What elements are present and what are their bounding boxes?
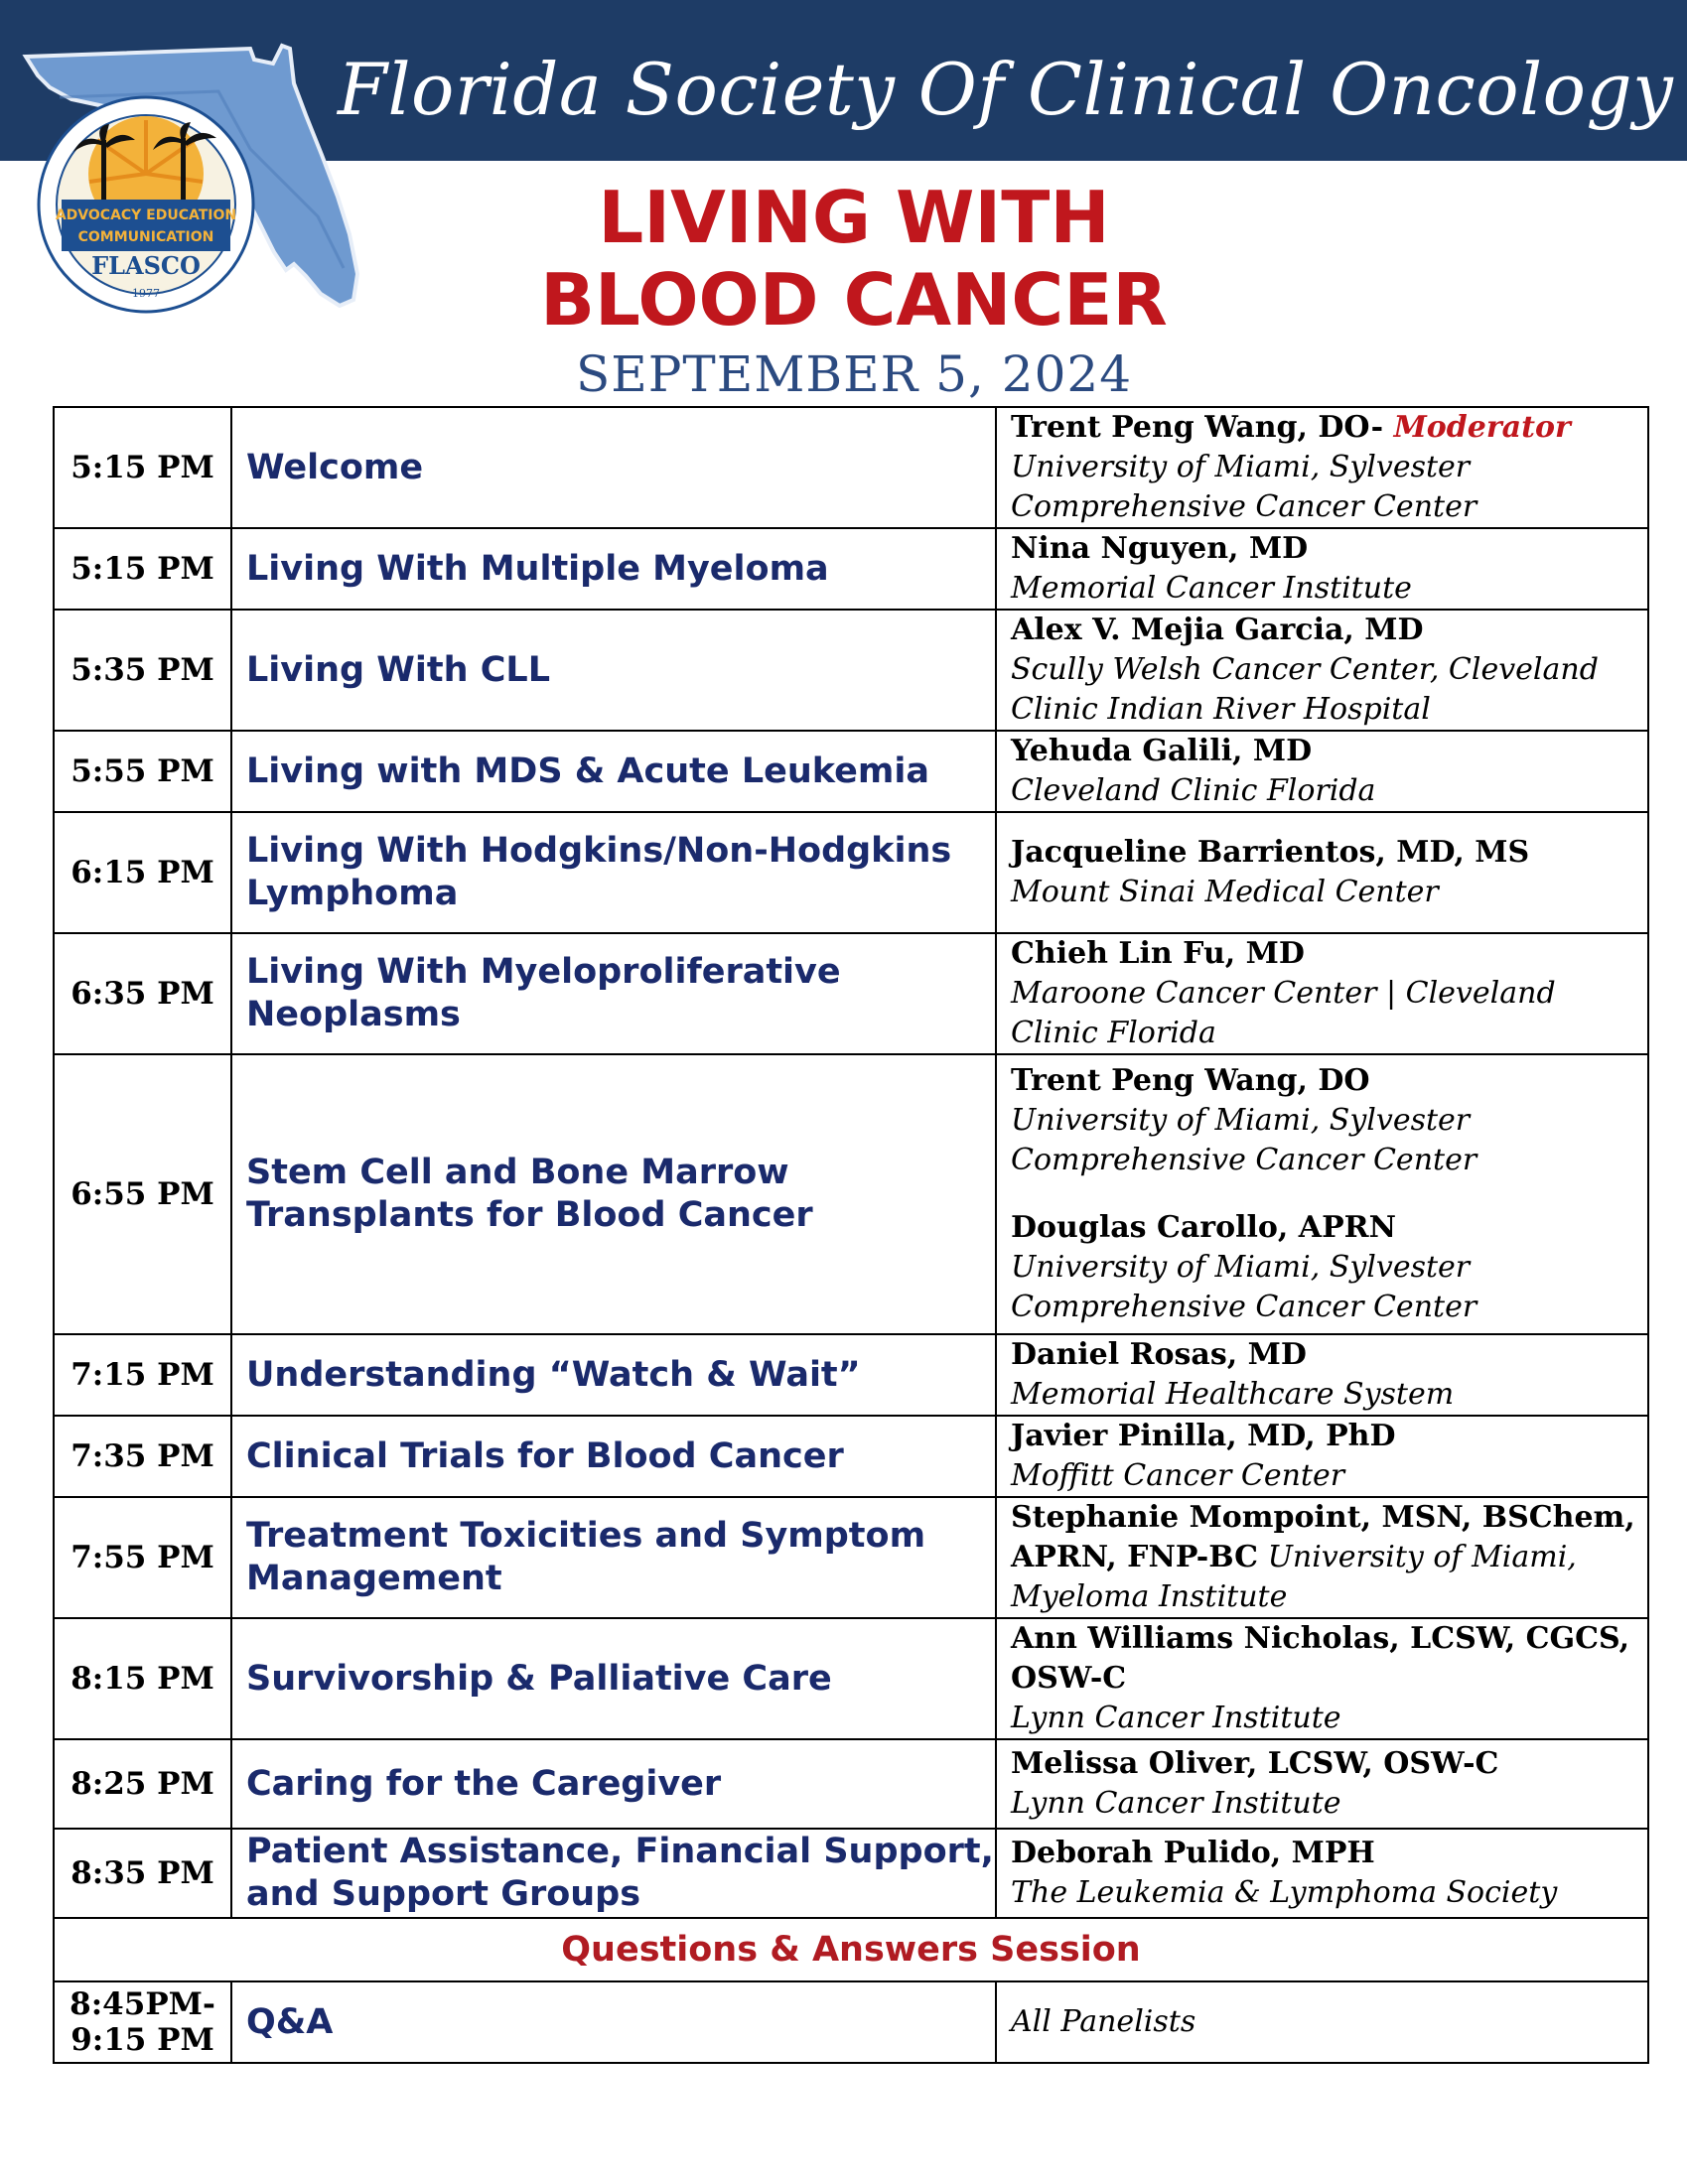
speaker-name: Stephanie Mompoint, MSN, BSChem, APRN, FNP-BC bbox=[1011, 1500, 1635, 1574]
speaker-name: Chieh Lin Fu, MD bbox=[1011, 936, 1305, 971]
speaker-name: Trent Peng Wang, DO bbox=[1011, 1063, 1370, 1098]
session-speaker bbox=[996, 528, 1648, 610]
flasco-seal-logo bbox=[36, 94, 256, 315]
speaker-affiliation: Cleveland Clinic Florida bbox=[1011, 773, 1376, 808]
speaker-name: Melissa Oliver, LCSW, OSW-C bbox=[1011, 1746, 1499, 1781]
speaker-affiliation: Memorial Cancer Institute bbox=[1011, 571, 1412, 606]
qa-heading-row bbox=[54, 1918, 1648, 1981]
session-time: 8:15 PM bbox=[54, 1618, 231, 1739]
speaker-name: Alex V. Mejia Garcia, MD bbox=[1011, 613, 1424, 647]
table-row bbox=[54, 1739, 1648, 1829]
session-time: 5:15 PM bbox=[54, 528, 231, 610]
org-name: Florida Society Of Clinical Oncology bbox=[338, 48, 1674, 131]
speaker-affiliation: Maroone Cancer Center | Cleveland Clinic Florida bbox=[1011, 976, 1556, 1050]
session-speaker bbox=[996, 933, 1648, 1054]
session-topic: Understanding “Watch & Wait” bbox=[231, 1334, 996, 1416]
page-title bbox=[496, 177, 1211, 341]
session-speaker bbox=[996, 1416, 1648, 1497]
session-speaker bbox=[996, 407, 1648, 528]
session-topic: Stem Cell and Bone Marrow Transplants for Blood Cancer bbox=[231, 1054, 996, 1334]
session-speaker bbox=[996, 812, 1648, 933]
session-topic: Living With Multiple Myeloma bbox=[231, 528, 996, 610]
session-topic: Clinical Trials for Blood Cancer bbox=[231, 1416, 996, 1497]
speaker-name: Nina Nguyen, MD bbox=[1011, 531, 1309, 566]
speaker-affiliation: All Panelists bbox=[1011, 2004, 1196, 2039]
table-row bbox=[54, 610, 1648, 731]
title-line-2: BLOOD CANCER bbox=[540, 258, 1168, 341]
speaker-affiliation: Moffitt Cancer Center bbox=[1011, 1458, 1345, 1493]
session-topic: Living With CLL bbox=[231, 610, 996, 731]
session-time: 7:55 PM bbox=[54, 1497, 231, 1618]
speaker-name: Deborah Pulido, MPH bbox=[1011, 1836, 1375, 1870]
speaker-name: Jacqueline Barrientos, MD, MS bbox=[1011, 835, 1530, 870]
table-row bbox=[54, 1497, 1648, 1618]
speaker-name-2: Douglas Carollo, APRN bbox=[1011, 1210, 1396, 1245]
speaker-name: Daniel Rosas, MD bbox=[1011, 1337, 1307, 1372]
session-topic: Welcome bbox=[231, 407, 996, 528]
table-row bbox=[54, 1981, 1648, 2063]
session-time: 7:35 PM bbox=[54, 1416, 231, 1497]
session-topic: Survivorship & Palliative Care bbox=[231, 1618, 996, 1739]
speaker-affiliation: The Leukemia & Lymphoma Society bbox=[1011, 1875, 1558, 1910]
session-time: 6:15 PM bbox=[54, 812, 231, 933]
table-row bbox=[54, 1618, 1648, 1739]
table-row bbox=[54, 528, 1648, 610]
speaker-name: Javier Pinilla, MD, PhD bbox=[1011, 1419, 1396, 1453]
agenda-table bbox=[53, 406, 1649, 2064]
speaker-affiliation: Memorial Healthcare System bbox=[1011, 1377, 1455, 1412]
speaker-affiliation: Lynn Cancer Institute bbox=[1011, 1701, 1341, 1735]
session-topic: Patient Assistance, Financial Support, and Support Groups bbox=[231, 1829, 996, 1918]
seal-band-bottom: COMMUNICATION bbox=[77, 229, 214, 245]
session-speaker bbox=[996, 1981, 1648, 2063]
qa-session-heading: Questions & Answers Session bbox=[54, 1918, 1648, 1981]
session-topic: Treatment Toxicities and Symptom Management bbox=[231, 1497, 996, 1618]
session-speaker bbox=[996, 1054, 1648, 1334]
seal-band-top: ADVOCACY EDUCATION bbox=[55, 207, 237, 223]
table-row bbox=[54, 407, 1648, 528]
session-time: 7:15 PM bbox=[54, 1334, 231, 1416]
speaker-affiliation-2: University of Miami, Sylvester Comprehensive Cancer Center bbox=[1011, 1250, 1477, 1324]
table-row bbox=[54, 1334, 1648, 1416]
session-speaker bbox=[996, 1334, 1648, 1416]
table-row bbox=[54, 1416, 1648, 1497]
table-row bbox=[54, 731, 1648, 812]
speaker-name: Ann Williams Nicholas, LCSW, CGCS, OSW-C bbox=[1011, 1621, 1630, 1696]
session-speaker bbox=[996, 1739, 1648, 1829]
qa-time-end: 9:15 PM bbox=[70, 2022, 214, 2058]
session-time: 6:35 PM bbox=[54, 933, 231, 1054]
session-speaker bbox=[996, 1618, 1648, 1739]
session-speaker bbox=[996, 610, 1648, 731]
session-time: 5:15 PM bbox=[54, 407, 231, 528]
session-time bbox=[54, 1981, 231, 2063]
session-time: 5:55 PM bbox=[54, 731, 231, 812]
table-row bbox=[54, 1829, 1648, 1918]
session-time: 6:55 PM bbox=[54, 1054, 231, 1334]
speaker-affiliation: University of Miami, Myeloma Institute bbox=[1011, 1540, 1577, 1614]
session-topic: Living With Myeloproliferative Neoplasms bbox=[231, 933, 996, 1054]
table-row bbox=[54, 933, 1648, 1054]
session-speaker bbox=[996, 731, 1648, 812]
qa-time-start: 8:45PM- bbox=[70, 1986, 215, 2022]
speaker-affiliation: Mount Sinai Medical Center bbox=[1011, 875, 1439, 909]
session-time: 8:25 PM bbox=[54, 1739, 231, 1829]
table-row bbox=[54, 812, 1648, 933]
speaker-name: Yehuda Galili, MD bbox=[1011, 734, 1313, 768]
title-line-1: LIVING WITH bbox=[598, 176, 1110, 259]
session-speaker bbox=[996, 1497, 1648, 1618]
speaker-affiliation: Lynn Cancer Institute bbox=[1011, 1786, 1341, 1821]
speaker-affiliation: Scully Welsh Cancer Center, Cleveland Clinic Indian River Hospital bbox=[1011, 652, 1599, 727]
table-row bbox=[54, 1054, 1648, 1334]
moderator-role: Moderator bbox=[1393, 410, 1571, 445]
speaker-name: Trent Peng Wang, DO- bbox=[1011, 410, 1384, 445]
seal-year: 1977 bbox=[132, 287, 160, 300]
event-date: SEPTEMBER 5, 2024 bbox=[575, 345, 1133, 403]
speaker-affiliation: University of Miami, Sylvester Comprehensive Cancer Center bbox=[1011, 1103, 1477, 1177]
session-topic: Living with MDS & Acute Leukemia bbox=[231, 731, 996, 812]
speaker-affiliation: University of Miami, Sylvester Comprehensive Cancer Center bbox=[1011, 450, 1477, 524]
session-speaker bbox=[996, 1829, 1648, 1918]
session-topic: Caring for the Caregiver bbox=[231, 1739, 996, 1829]
session-time: 5:35 PM bbox=[54, 610, 231, 731]
session-topic: Living With Hodgkins/Non-Hodgkins Lymphoma bbox=[231, 812, 996, 933]
seal-acronym: FLASCO bbox=[91, 251, 201, 280]
session-topic: Q&A bbox=[231, 1981, 996, 2063]
session-time: 8:35 PM bbox=[54, 1829, 231, 1918]
